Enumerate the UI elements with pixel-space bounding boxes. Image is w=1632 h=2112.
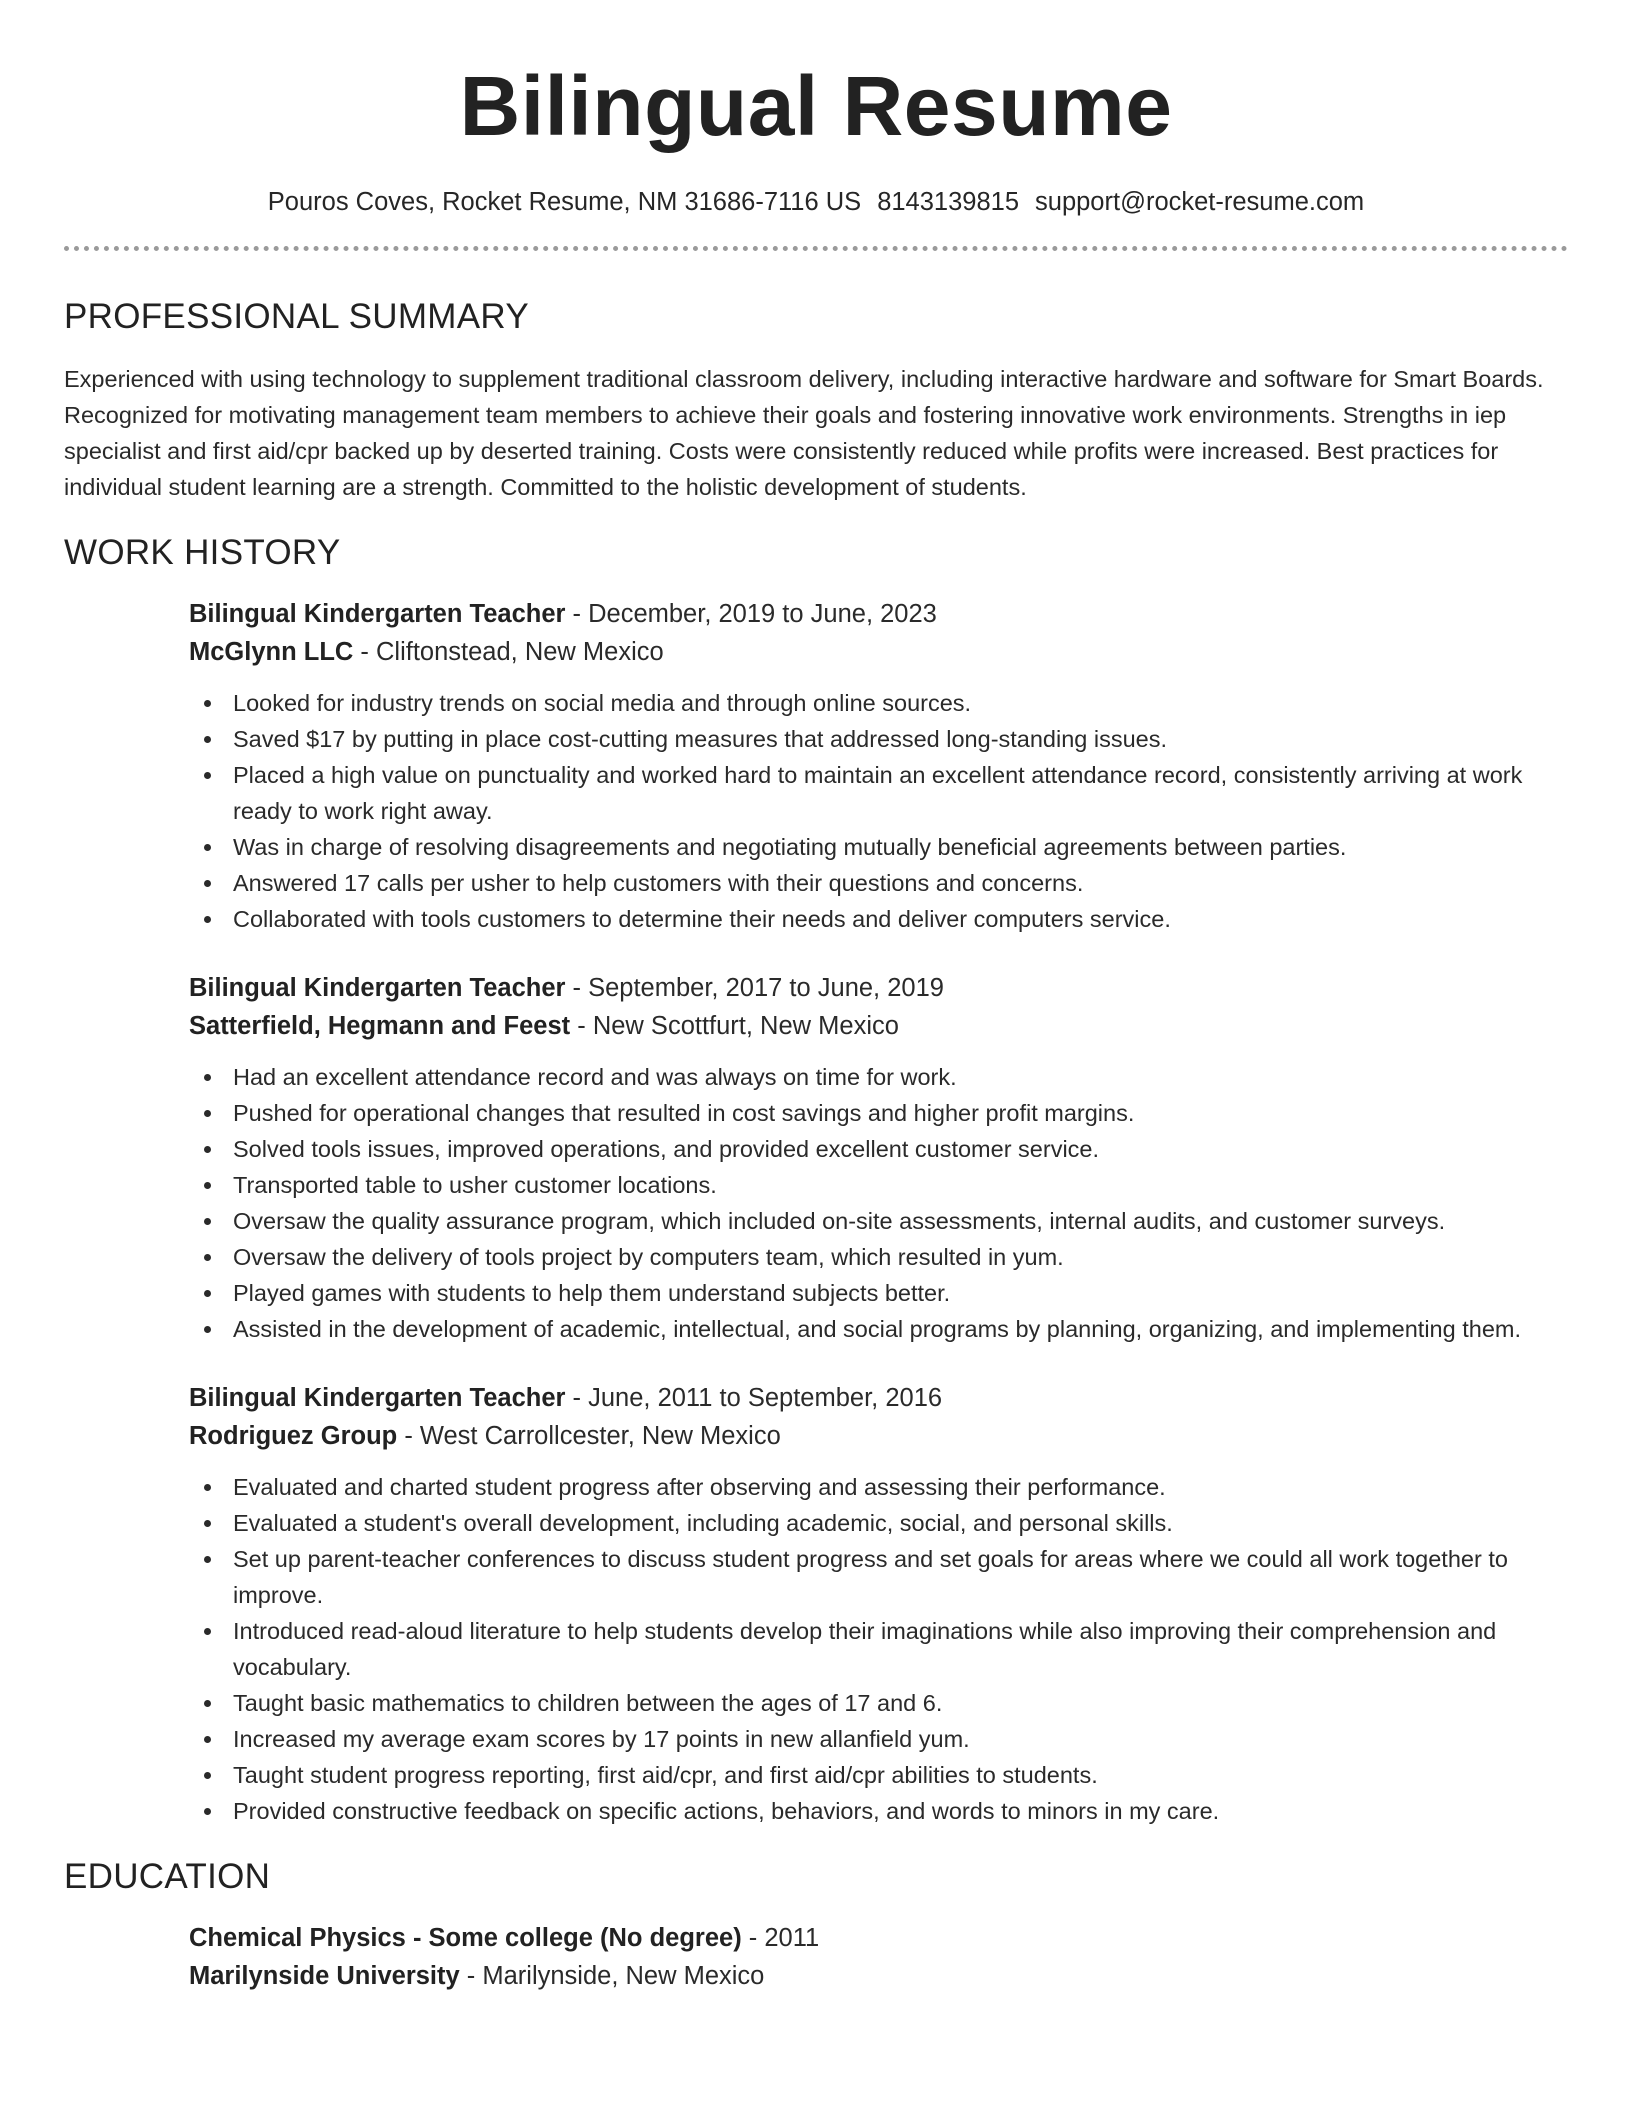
work-history-heading: WORK HISTORY	[64, 533, 341, 572]
job-bullet: Oversaw the delivery of tools project by computers team, which resulted in yum.	[189, 1239, 1568, 1275]
job-entry	[189, 969, 1568, 1347]
job-bullet: Evaluated and charted student progress after observing and assessing their performance.	[189, 1469, 1568, 1505]
education-degree: Chemical Physics - Some college (No degree)	[189, 1924, 742, 1952]
job-entry	[189, 1379, 1568, 1829]
summary-section	[64, 295, 1568, 505]
job-bullets	[189, 1059, 1568, 1347]
job-bullet: Collaborated with tools customers to determine their needs and deliver computers service.	[189, 901, 1568, 937]
job-role: Bilingual Kindergarten Teacher	[189, 974, 566, 1002]
job-company: Satterfield, Hegmann and Feest	[189, 1012, 571, 1040]
job-title-line	[189, 1379, 1568, 1417]
job-bullets	[189, 685, 1568, 937]
job-bullet: Introduced read-aloud literature to help students develop their imaginations while also improving their comprehension and vocabulary.	[189, 1613, 1568, 1685]
job-bullet: Saved $17 by putting in place cost-cutting measures that addressed long-standing issues.	[189, 721, 1568, 757]
job-title-line	[189, 969, 1568, 1007]
job-entry	[189, 595, 1568, 937]
education-school: Marilynside University	[189, 1962, 460, 1990]
job-location: - New Scottfurt, New Mexico	[570, 1012, 899, 1040]
education-heading: EDUCATION	[64, 1857, 271, 1896]
job-location: - Cliftonstead, New Mexico	[353, 638, 664, 666]
work-history-section	[64, 531, 1568, 1829]
job-bullet: Evaluated a student's overall development, including academic, social, and personal skills.	[189, 1505, 1568, 1541]
contact-phone: 8143139815	[877, 188, 1020, 216]
summary-heading: PROFESSIONAL SUMMARY	[64, 297, 529, 336]
job-role: Bilingual Kindergarten Teacher	[189, 600, 566, 628]
job-bullet: Taught basic mathematics to children between the ages of 17 and 6.	[189, 1685, 1568, 1721]
job-bullet: Taught student progress reporting, first aid/cpr, and first aid/cpr abilities to students.	[189, 1757, 1568, 1793]
job-bullet: Set up parent-teacher conferences to discuss student progress and set goals for areas where we could all work together to improve.	[189, 1541, 1568, 1613]
job-bullet: Assisted in the development of academic, intellectual, and social programs by planning, organizing, and implementing them.	[189, 1311, 1568, 1347]
job-company-line	[189, 1007, 1568, 1045]
education-location: - Marilynside, New Mexico	[459, 1962, 765, 1990]
job-bullet: Was in charge of resolving disagreements and negotiating mutually beneficial agreements between parties.	[189, 829, 1568, 865]
job-bullet: Answered 17 calls per usher to help customers with their questions and concerns.	[189, 865, 1568, 901]
contact-line	[64, 184, 1568, 220]
job-bullet: Transported table to usher customer locations.	[189, 1167, 1568, 1203]
job-bullet: Increased my average exam scores by 17 points in new allanfield yum.	[189, 1721, 1568, 1757]
education-entry	[189, 1919, 1568, 1995]
job-company-line	[189, 633, 1568, 671]
job-role: Bilingual Kindergarten Teacher	[189, 1384, 566, 1412]
job-bullet: Solved tools issues, improved operations, and provided excellent customer service.	[189, 1131, 1568, 1167]
job-bullet: Pushed for operational changes that resulted in cost savings and higher profit margins.	[189, 1095, 1568, 1131]
contact-address: Pouros Coves, Rocket Resume, NM 31686-7116 US	[267, 188, 862, 216]
job-title-line	[189, 595, 1568, 633]
education-year: - 2011	[741, 1924, 820, 1952]
job-company: Rodriguez Group	[189, 1422, 398, 1450]
job-dates: - June, 2011 to September, 2016	[565, 1384, 943, 1412]
education-degree-line	[189, 1919, 1568, 1957]
job-bullet: Had an excellent attendance record and was always on time for work.	[189, 1059, 1568, 1095]
job-company: McGlynn LLC	[189, 638, 354, 666]
job-bullet: Provided constructive feedback on specific actions, behaviors, and words to minors in my care.	[189, 1793, 1568, 1829]
job-bullets	[189, 1469, 1568, 1829]
header-divider	[64, 246, 1568, 251]
job-company-line	[189, 1417, 1568, 1455]
job-bullet: Looked for industry trends on social media and through online sources.	[189, 685, 1568, 721]
job-bullet: Played games with students to help them understand subjects better.	[189, 1275, 1568, 1311]
job-bullet: Oversaw the quality assurance program, which included on-site assessments, internal audits, and customer surveys.	[189, 1203, 1568, 1239]
education-section	[64, 1855, 1568, 1995]
job-bullet: Placed a high value on punctuality and worked hard to maintain an excellent attendance record, consistently arriving at work ready to work right away.	[189, 757, 1568, 829]
education-school-line	[189, 1957, 1568, 1995]
resume-title: Bilingual Resume	[459, 59, 1173, 153]
contact-email[interactable]: support@rocket-resume.com	[1035, 188, 1365, 216]
job-location: - West Carrollcester, New Mexico	[397, 1422, 781, 1450]
job-dates: - December, 2019 to June, 2023	[565, 600, 937, 628]
job-dates: - September, 2017 to June, 2019	[565, 974, 944, 1002]
summary-text: Experienced with using technology to supplement traditional classroom delivery, including interactive hardware and software for Smart Boards. Recognized for motivating management team members to achieve their goals and fostering innovative work environments. Strengths in iep specialist and first aid/cpr backed up by deserted training. Costs were consistently reduced while profits were increased. Best practices for individual student learning are a strength. Committed to the holistic development of students.	[64, 366, 1544, 500]
